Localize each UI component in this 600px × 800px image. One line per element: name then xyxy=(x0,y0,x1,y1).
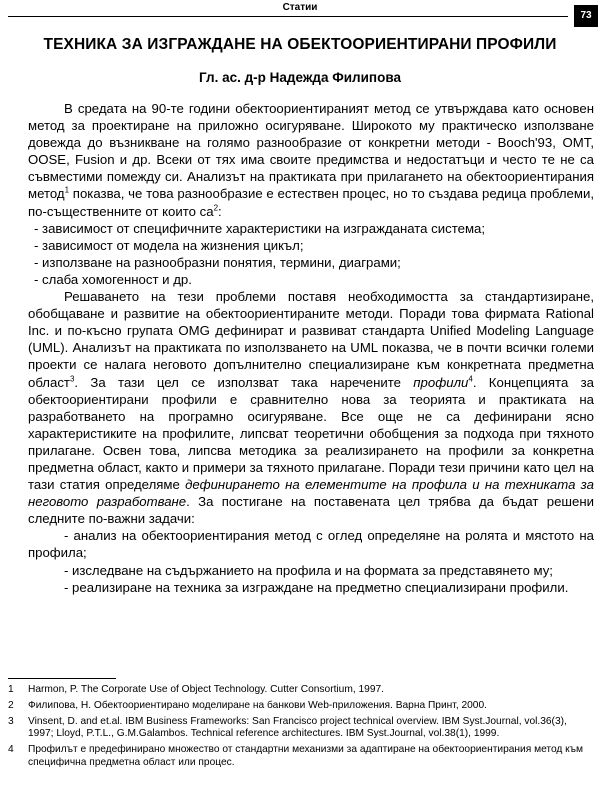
footnote-number: 4 xyxy=(8,744,14,756)
footnote-number: 1 xyxy=(8,684,14,695)
footnote-ref-3[interactable]: 3 xyxy=(69,374,75,384)
list-item: - реализиране на техника за изграждане на предметно специализирани профили. xyxy=(64,579,569,595)
page-number: 73 xyxy=(574,5,598,27)
footnote xyxy=(8,716,588,742)
footnote-ref-2[interactable]: 2 xyxy=(213,203,219,213)
italic-goal: дефинирането на елементите на профила и на техниката за неговото разработване xyxy=(28,477,594,510)
article-body xyxy=(28,100,594,596)
text-run: . Концепцията за обектоориентирани профили е сравнително нова за теорията и практиката на разработването на програмно осигуряване. Все още не са дефинирани ясно характеристиките на профилите, липсват теоретични обобщения за подхода при тяхното прилагане. Освен това, липсва методика за реализирането на профили за конкретна предметна област, както и примери за тяхното прилагане. Поради тези причини като цел на тази статия определяме xyxy=(28,374,594,493)
footnote-ref-1[interactable]: 1 xyxy=(64,186,70,196)
paragraph-main xyxy=(28,288,594,527)
text-run: . За тази цел се използват така наречените xyxy=(74,374,414,390)
section-header: Статии xyxy=(282,2,318,13)
footnote xyxy=(8,684,588,697)
footnote-text: Профилът е предефинирано множество от стандартни механизми за адаптиране на обектоориентирания метод към специфична предметна област или процес. xyxy=(28,744,583,768)
footnote-text: Филипова, Н. Обектоориентирано моделиране на банкови Web-приложения. Варна Принт, 2000. xyxy=(28,699,487,711)
list-item: - слаба хомогенност и др. xyxy=(34,271,192,287)
text-run: . За постигане на поставената цел трябва да бъдат решени следните по-важни задачи: xyxy=(28,494,594,527)
text-run: В средата на 90-те години обектоориентираният метод се утвърждава като основен метод за проектиране на приложно осигуряване. Широкото му практическо използване довежда до възникване на голямо разнообразие от конкретни методи - Booch'93, OMT, OOSE, Fusion и др. Всеки от тях има своите предимства и недостатъци и често те не са съвместими помежду си. Анализът на практиката при прилагането на обектоориентирания метод xyxy=(28,101,594,202)
footnote-ref-4[interactable]: 4 xyxy=(468,374,473,384)
article-author: Гл. ас. д-р Надежда Филипова xyxy=(199,70,401,85)
footnote xyxy=(8,744,588,770)
footnotes xyxy=(8,684,588,773)
list-item: - изследване на съдържанието на профила и на формата за представянето му; xyxy=(64,562,553,578)
list-item: - зависимост от специфичните характеристики на изгражданата система; xyxy=(34,220,486,236)
italic-term: профили xyxy=(413,374,469,390)
list-item: - използване на разнообразни понятия, термини, диаграми; xyxy=(34,254,401,270)
list-item: - зависимост от модела на жизнения цикъл; xyxy=(34,237,304,253)
text-run: Решаването на тези проблеми поставя необходимостта за стандартизиране, обобщаване и развитие на обектоориентираните методи. Поради това фирмата Rational Inc. и по-късно групата OMG дефинират и развиват стандарта Unified Modeling Language (UML). Анализът на практиката по използването на UML показва, че в почти всички големи проекти се налага неговото допълнително специализиране към конкретната предметна област xyxy=(28,289,594,390)
footnote-text: Harmon, P. The Corporate Use of Object Technology. Cutter Consortium, 1997. xyxy=(28,684,384,695)
list-item: - анализ на обектоориентирания метод с оглед определяне на ролята и мястото на профила; xyxy=(28,528,594,561)
paragraph-intro xyxy=(28,100,594,220)
footnote-number: 2 xyxy=(8,699,14,711)
footnote-text: Vinsent, D. and et.al. IBM Business Frameworks: San Francisco project technical overview. IBM Syst.Journal, vol.36(3), 1997; Lloyd, P.T.L., G.M.Galambos. Technical reference architectures. IBM Syst.Journal, vol.38(1), 1999. xyxy=(28,715,567,740)
footnote-rule xyxy=(8,678,116,679)
text-run: : xyxy=(218,203,222,219)
article-title: ТЕХНИКА ЗА ИЗГРАЖДАНЕ НА ОБЕКТООРИЕНТИРАНИ ПРОФИЛИ xyxy=(43,36,557,53)
footnote xyxy=(8,700,588,713)
footnote-number: 3 xyxy=(8,715,14,727)
text-run: показва, че това разнообразие е естествен процес, но то създава редица проблеми, по-същественните от които са xyxy=(28,186,594,219)
header-rule xyxy=(8,16,568,17)
